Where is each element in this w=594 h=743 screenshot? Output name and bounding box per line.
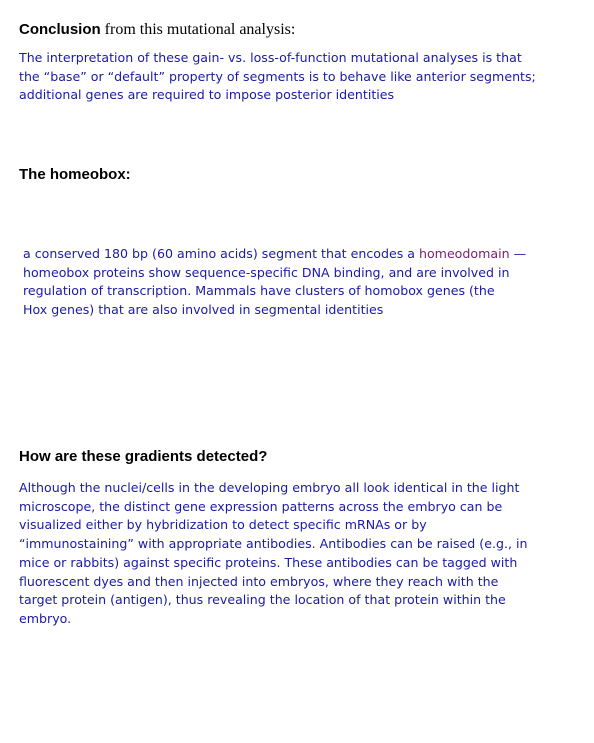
homeobox-line: regulation of transcription. Mammals have clusters of homobox genes (the [23,283,495,299]
conclusion-heading-rest: from this mutational analysis: [100,21,296,38]
gradients-line: embryo. [19,610,72,626]
gradients-line: visualized either by hybridization to detect specific mRNAs or by [19,517,427,533]
homeobox-line [23,245,526,264]
gradients-line: fluorescent dyes and then injected into embryos, where they reach with the [19,573,499,589]
gradients-heading: How are these gradients detected? [19,448,268,465]
homeobox-paragraph [23,245,526,320]
conclusion-line: the “base” or “default” property of segments is to behave like anterior segments; [19,68,536,84]
homeobox-line1-pre: a conserved 180 bp (60 amino acids) segment that encodes a [23,246,419,261]
conclusion-line: The interpretation of these gain- vs. loss-of-function mutational analyses is that [19,50,522,65]
homeobox-heading: The homeobox: [19,166,131,183]
conclusion-paragraph [19,49,536,105]
homeobox-line: homeobox proteins show sequence-specific DNA binding, and are involved in [23,264,510,280]
homeobox-line1-post: — [509,246,527,261]
homeodomain-term: homeodomain [418,246,510,261]
gradients-paragraph [19,479,527,629]
conclusion-heading [19,21,295,39]
conclusion-heading-bold: Conclusion [19,21,101,38]
gradients-line: target protein (antigen), thus revealing the location of that protein within the [19,592,506,608]
gradients-line: Although the nuclei/cells in the developing embryo all look identical in the light [19,480,520,495]
conclusion-line: additional genes are required to impose posterior identities [19,87,395,103]
homeobox-line: Hox genes) that are also involved in segmental identities [23,302,384,318]
gradients-line: mice or rabbits) against specific proteins. These antibodies can be tagged with [19,554,518,570]
gradients-line: “immunostaining” with appropriate antibodies. Antibodies can be raised (e.g., in [19,536,528,552]
gradients-line: microscope, the distinct gene expression patterns across the embryo can be [19,498,503,514]
